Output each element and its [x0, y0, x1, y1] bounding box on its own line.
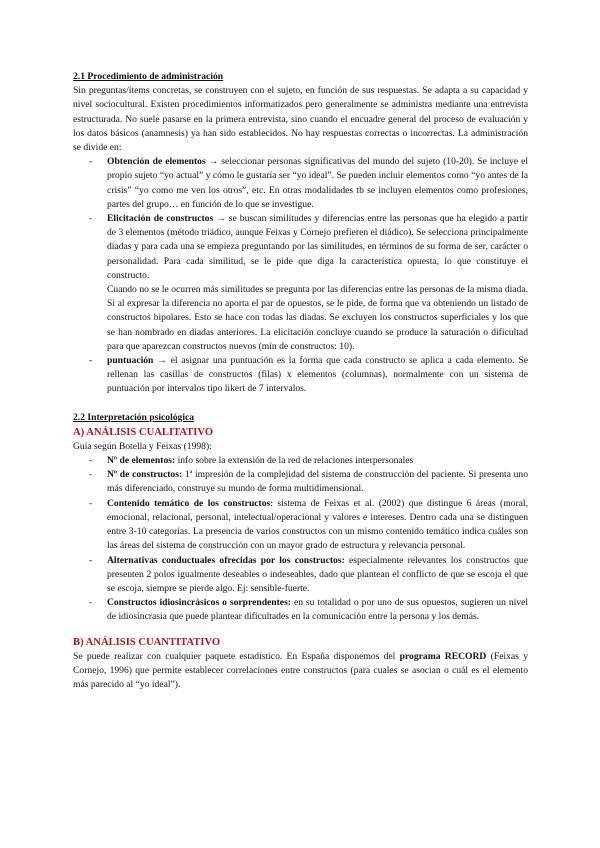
- quantitative-analysis-heading: B) ANÁLISIS CUANTITATIVO: [73, 636, 221, 648]
- list-item: - Constructos idiosincrásicos o sorprendentes: en su totalidad o por uno de sus opuestos, sugieren un nivel de idiosincrasia que puede plantear dificultades en la comunicación entre la persona y los demás.: [89, 597, 528, 623]
- administration-steps-list: [73, 155, 528, 396]
- quantitative-analysis-text: Se puede realizar con cualquier paquete estadístico. En España disponemos del programa RECORD (Feixas y Cornejo, 1996) que permite establecer correlaciones entre constructos (para cuales se asocian o cuál es el elemento más parecido al “yo ideal”).: [73, 650, 528, 690]
- section-2-1-title: 2.1 Procedimiento de administración: [73, 71, 224, 82]
- list-item: - Contenido temático de los constructos: sistema de Feixas et al. (2002) que distingue 6 áreas (moral, emocional, relacional, personal, intelectual/operacional y valores e intereses. Dentro cada una se distinguen entre 3-10 categorías. La presencia de varios constructos con un mismo contenido temático indica cuáles son las áreas del sistema de construcción con un mayor grado de estructura y relevancia personal.: [89, 497, 528, 552]
- bullet-dash: -: [89, 355, 93, 367]
- document-page: [73, 70, 528, 692]
- list-item: - Alternativas conductuales ofrecidas por los constructos: especialmente relevantes los constructos que presenten 2 polos igualmente deseables o indeseables, dado que plantean el conflicto de que se escoja el que se escoja, siempre se pierde algo. Ej: sensible-fuerte.: [89, 554, 528, 594]
- section-2-1-intro: Sin preguntas/ítems concretas, se construyen con el sujeto, en función de sus respuestas. Se adapta a su capacidad y nivel sociocultural. Existen procedimientos informatizados pero generalmente se administra mediante una entrevista estructurada. No suele pasarse en la primera entrevista, sino cuando el encuadre general del proceso de evaluación y los datos básicos (anamnesis) ya han sido establecidos. No hay respuestas correctas o incorrectas. La administración se divide en:: [73, 85, 528, 154]
- list-item-elicitacion: - Elicitación de constructos → se buscan similitudes y diferencias entre las personas que ha elegido a partir de 3 elementos (método triádico, aunque Feixas y Cornejo prefieren el diádico). Se selecciona principalmente diadas y para cada una se empieza preguntando por las similitudes, en términos de su forma de ser, carácter o personalidad. Para cada similitud, se le pide que diga la característica opuesta, lo que constituye el constructo.: [89, 213, 528, 281]
- guide-line: Guía según Botella y Feixas (1998):: [73, 440, 212, 452]
- list-item-obtencion: - Obtención de elementos → seleccionar personas significativas del mundo del sujeto (10-20). Se incluye el propio sujeto “yo actual” y cómo le gustaría ser “yo ideal”. Se pueden incluir elementos como “yo antes de la crisis” “yo como me ven los otros”, etc. En otras modalidades tb se incluyen elementos como profesiones, partes del grupo… en función de lo que se investigue.: [89, 156, 528, 210]
- qualitative-analysis-heading: A) ANÁLISIS CUALITATIVO: [73, 426, 214, 438]
- elicitacion-continuation: Cuando no se le ocurren más similitudes se pregunta por las diferencias entre las personas de la misma diada. Si al expresar la diferencia no aporta el par de opuestos, se le pide, de forma que va obteniendo un listado de constructos bipolares. Esto se hace con todas las diadas. Se excluyen los constructos superficiales y los que se han nombrado en diadas anteriores. La elicitación concluye cuando se produce la saturación o dificultad para que aparezcan constructos nuevos (mín de constructos: 10).: [107, 284, 528, 352]
- list-item: - Nº de constructos: 1ª impresión de la complejidad del sistema de construcción del paciente. Si presenta uno más diferenciado, construye su mundo de forma multidimensional.: [89, 469, 528, 495]
- list-item: - Nº de elementos: info sobre la extensión de la red de relaciones interpersonales: [89, 455, 414, 467]
- bullet-dash: -: [89, 213, 93, 225]
- list-item-puntuacion: - puntuación → el asignar una puntuación es la forma que cada constructo se aplica a cada elemento. Se rellenan las casillas de constructos (filas) x elementos (columnas), normalmente con un sistema de puntuación por intervalos tipo likert de 7 intervalos.: [89, 355, 528, 395]
- qualitative-criteria-list: [73, 454, 528, 624]
- bullet-dash: -: [89, 156, 93, 168]
- section-2-2-title: 2.2 Interpretación psicológica: [73, 411, 195, 423]
